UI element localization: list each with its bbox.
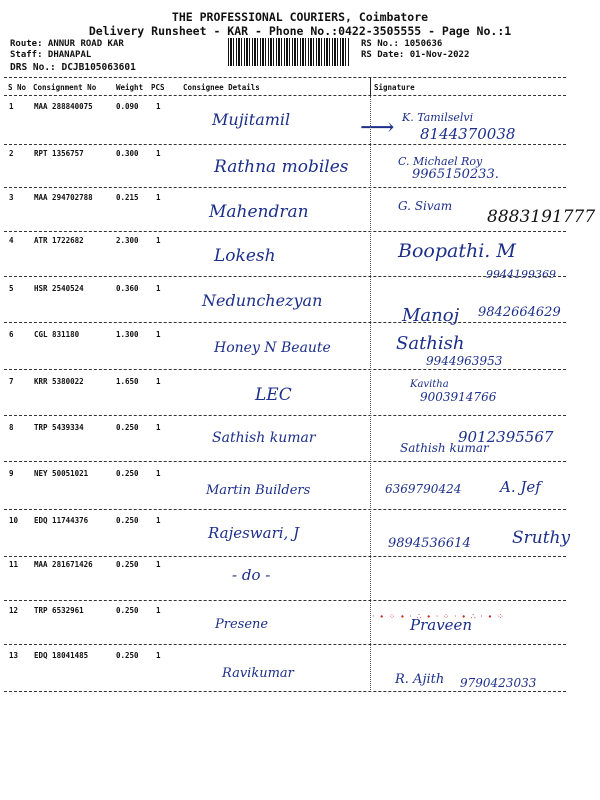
- consignee-handwriting: Honey N Beaute: [214, 340, 331, 356]
- row-weight: 0.090: [116, 102, 139, 111]
- row-divider: [4, 600, 566, 601]
- row-divider: [4, 322, 566, 323]
- col-pcs: PCS: [151, 83, 165, 92]
- row-divider: [4, 691, 566, 692]
- row-sno: 6: [9, 330, 14, 339]
- rs-date: RS Date: 01-Nov-2022: [361, 50, 470, 60]
- signature-name: A. Jef: [500, 478, 541, 496]
- row-weight: 0.300: [116, 149, 139, 158]
- row-consignment: MAA 281671426: [34, 560, 93, 569]
- consignee-handwriting: - do -: [232, 566, 271, 584]
- row-pcs: 1: [156, 102, 161, 111]
- row-pcs: 1: [156, 606, 161, 615]
- row-sno: 11: [9, 560, 19, 569]
- consignee-handwriting: Mahendran: [209, 202, 309, 222]
- route-text: Route: ANNUR ROAD KAR: [10, 39, 124, 49]
- signature-name: Sathish kumar: [400, 441, 489, 455]
- consignee-handwriting: Rathna mobiles: [214, 157, 349, 177]
- row-sno: 8: [9, 423, 14, 432]
- consignee-handwriting: Presene: [215, 617, 269, 632]
- row-divider: [4, 415, 566, 416]
- row-sno: 13: [9, 651, 19, 660]
- row-consignment: KRR 5380022: [34, 377, 84, 386]
- signature-name: Kavitha: [410, 379, 449, 390]
- arrow-mark: ⟶: [360, 113, 395, 141]
- signature-name: Sruthy: [512, 528, 571, 548]
- row-consignment: MAA 288840075: [34, 102, 93, 111]
- row-divider: [4, 144, 566, 145]
- row-weight: 1.650: [116, 377, 139, 386]
- consignee-handwriting: Rajeswari, J: [208, 524, 300, 542]
- row-consignment: CGL 831180: [34, 330, 80, 339]
- signature-phone: 9842664629: [478, 305, 561, 320]
- signature-name: G. Sivam: [398, 199, 453, 213]
- barcode: [228, 38, 350, 66]
- rs-number: RS No.: 1050636: [361, 39, 443, 49]
- row-weight: 0.250: [116, 516, 139, 525]
- table-top-rule: [4, 77, 566, 78]
- row-sno: 10: [9, 516, 19, 525]
- row-weight: 0.250: [116, 651, 139, 660]
- signature-phone: 9944963953: [426, 354, 503, 368]
- row-weight: 0.250: [116, 469, 139, 478]
- row-consignment: EDQ 11744376: [34, 516, 89, 525]
- row-pcs: 1: [156, 330, 161, 339]
- consignee-handwriting: Lokesh: [214, 246, 276, 266]
- row-consignment: EDQ 18041485: [34, 651, 89, 660]
- row-divider: [4, 644, 566, 645]
- signature-column-divider: [370, 78, 371, 96]
- row-consignment: NEY 50051021: [34, 469, 89, 478]
- row-pcs: 1: [156, 193, 161, 202]
- row-consignment: ATR 1722682: [34, 236, 84, 245]
- row-consignment: HSR 2540524: [34, 284, 84, 293]
- red-stamp-mark: · ∙ ⁘ ∙ · ∴ ∙ · ⁘ · ∙ ∴ · ∙ ⁘: [372, 612, 505, 621]
- row-weight: 0.250: [116, 560, 139, 569]
- row-weight: 1.300: [116, 330, 139, 339]
- row-divider: [4, 369, 566, 370]
- row-sno: 4: [9, 236, 14, 245]
- row-consignment: MAA 294702788: [34, 193, 93, 202]
- row-consignment: TRP 5439334: [34, 423, 84, 432]
- consignee-handwriting: Ravikumar: [222, 666, 294, 681]
- drs-number: DRS No.: DCJB105063601: [10, 62, 136, 73]
- col-signature: Signature: [374, 83, 415, 92]
- table-header-rule: [4, 95, 566, 96]
- signature-phone: 9012395567: [458, 428, 554, 446]
- signature-phone: 9894536614: [388, 536, 471, 551]
- row-sno: 3: [9, 193, 14, 202]
- row-pcs: 1: [156, 516, 161, 525]
- row-weight: 0.215: [116, 193, 139, 202]
- row-pcs: 1: [156, 651, 161, 660]
- row-divider: [4, 509, 566, 510]
- signature-name: R. Ajith: [395, 672, 445, 687]
- row-sno: 7: [9, 377, 14, 386]
- signature-phone: 9003914766: [420, 390, 497, 404]
- col-consignee: Consignee Details: [183, 83, 260, 92]
- row-sno: 12: [9, 606, 19, 615]
- document-subtitle: Delivery Runsheet - KAR - Phone No.:0422-3505555 - Page No.:1: [88, 24, 512, 38]
- row-divider: [4, 276, 566, 277]
- signature-name: Sathish: [396, 333, 465, 354]
- consignee-handwriting: Nedunchezyan: [202, 291, 323, 310]
- signature-phone: 9790423033: [460, 676, 537, 690]
- row-pcs: 1: [156, 377, 161, 386]
- row-pcs: 1: [156, 423, 161, 432]
- consignee-handwriting: LEC: [255, 385, 292, 405]
- row-divider: [4, 187, 566, 188]
- row-divider: [4, 556, 566, 557]
- signature-name: Boopathi. M: [398, 240, 516, 262]
- signature-name: Manoj: [402, 305, 460, 326]
- row-consignment: RPT 1356757: [34, 149, 84, 158]
- signature-name: K. Tamilselvi: [402, 111, 474, 124]
- signature-name: Praveen: [410, 616, 473, 634]
- signature-phone: 6369790424: [385, 482, 462, 496]
- signature-phone: 8883191777: [487, 207, 596, 227]
- row-pcs: 1: [156, 149, 161, 158]
- row-weight: 0.250: [116, 606, 139, 615]
- consignee-handwriting: Mujitamil: [212, 110, 291, 129]
- row-pcs: 1: [156, 284, 161, 293]
- signature-phone: 9965150233.: [412, 167, 499, 182]
- row-pcs: 1: [156, 560, 161, 569]
- row-divider: [4, 461, 566, 462]
- signature-name: C. Michael Roy: [398, 155, 483, 168]
- staff-text: Staff: DHANAPAL: [10, 50, 92, 60]
- row-sno: 2: [9, 149, 14, 158]
- signature-phone: 9944199369: [486, 268, 556, 281]
- row-consignment: TRP 6532961: [34, 606, 84, 615]
- col-consignment: Consignment No: [33, 83, 97, 92]
- row-sno: 1: [9, 102, 14, 111]
- document-title: THE PROFESSIONAL COURIERS, Coimbatore: [171, 10, 429, 24]
- row-pcs: 1: [156, 469, 161, 478]
- col-sno: S No: [8, 83, 27, 92]
- row-divider: [4, 231, 566, 232]
- row-pcs: 1: [156, 236, 161, 245]
- signature-phone: 8144370038: [420, 125, 516, 143]
- row-weight: 2.300: [116, 236, 139, 245]
- signature-column-line: [370, 96, 371, 692]
- row-weight: 0.360: [116, 284, 139, 293]
- consignee-handwriting: Martin Builders: [206, 483, 311, 498]
- row-sno: 5: [9, 284, 14, 293]
- consignee-handwriting: Sathish kumar: [212, 430, 316, 446]
- row-sno: 9: [9, 469, 14, 478]
- col-weight: Weight: [116, 83, 144, 92]
- row-weight: 0.250: [116, 423, 139, 432]
